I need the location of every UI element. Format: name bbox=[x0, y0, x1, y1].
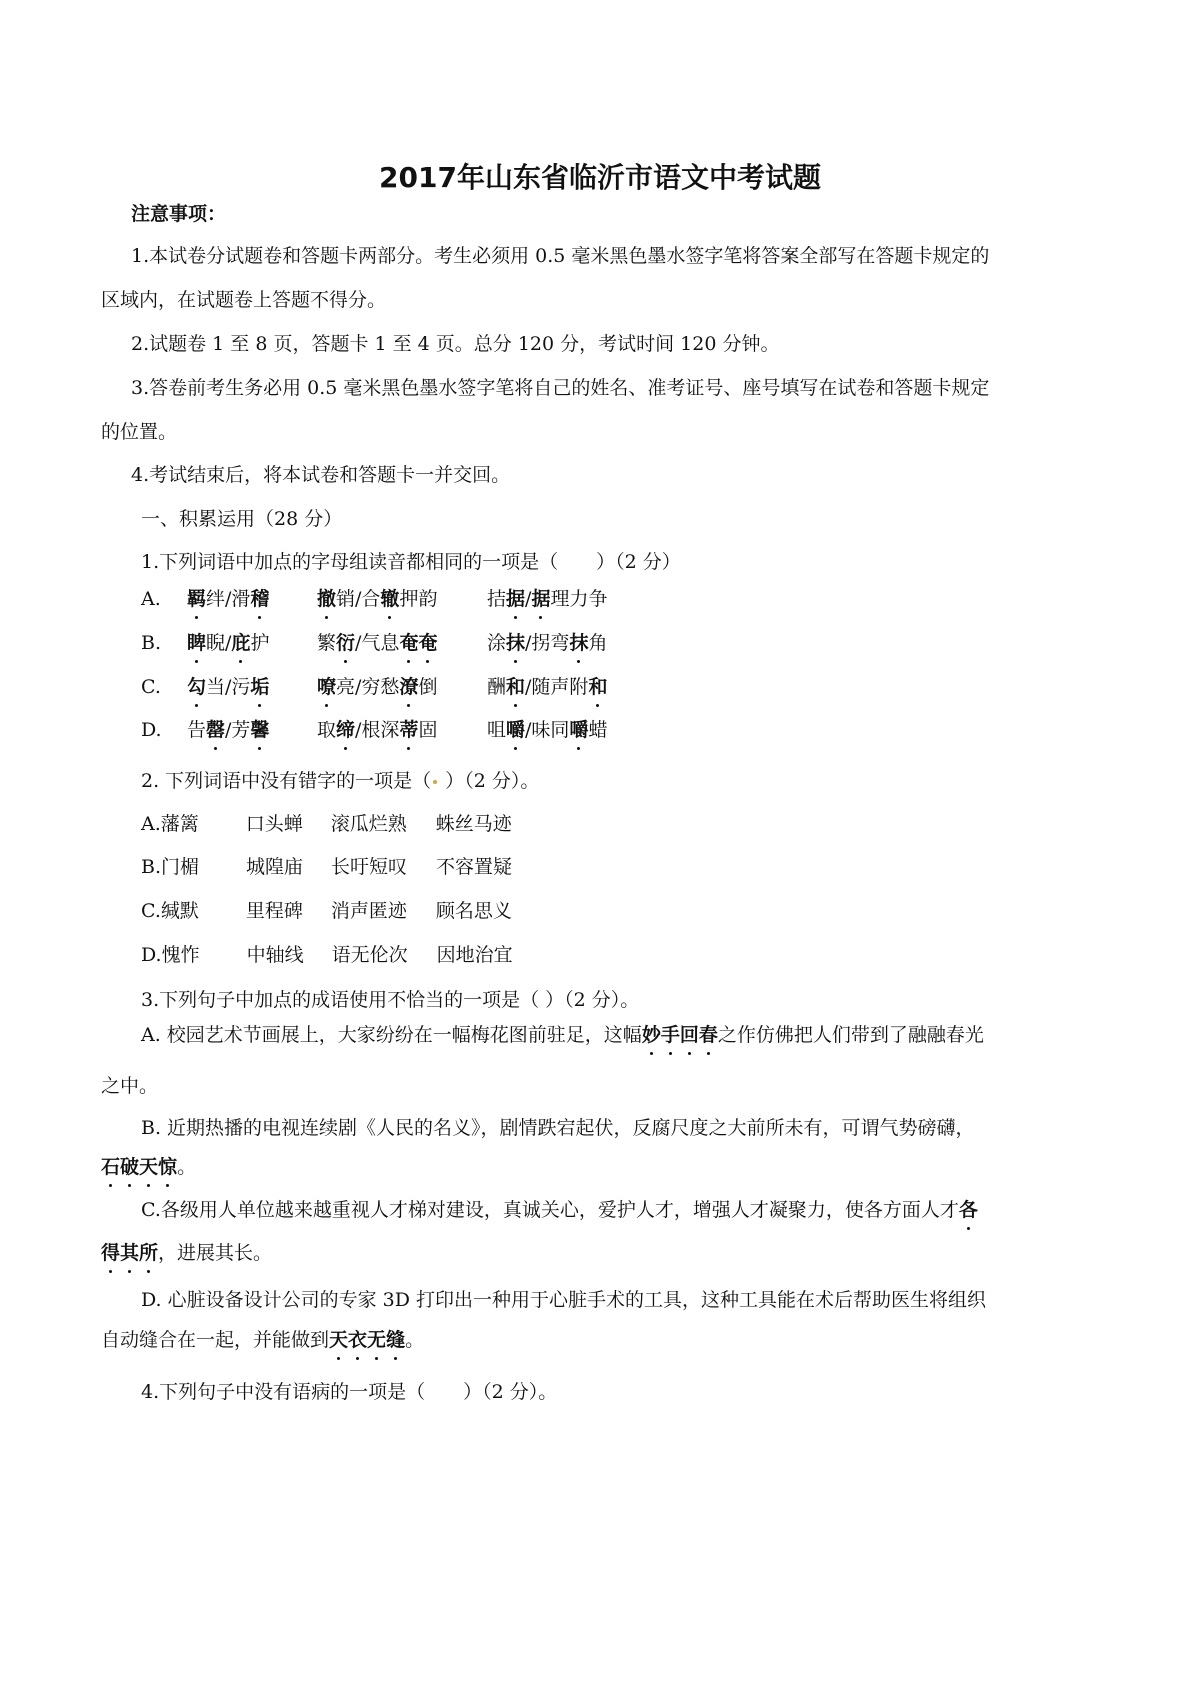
plain-text: 当/污 bbox=[206, 676, 251, 698]
plain-text: 咀 bbox=[487, 719, 507, 741]
plain-text: / bbox=[525, 588, 532, 610]
option-label: B. bbox=[141, 856, 162, 878]
plain-text: 告 bbox=[187, 719, 207, 741]
emphasized-char: 手 bbox=[661, 1021, 680, 1049]
q3-c-idiom-part1 bbox=[959, 1199, 978, 1221]
emphasized-char: 嚼 bbox=[506, 716, 525, 744]
notice-item-2: 2.试题卷 1 至 8 页，答题卡 1 至 4 页。总分 120 分，考试时间 120 分钟。 bbox=[131, 333, 780, 355]
word-item: 因地治宜 bbox=[436, 944, 513, 966]
word-group-1 bbox=[187, 629, 317, 657]
q3-option-c-line1 bbox=[141, 1196, 978, 1224]
plain-text: 繁 bbox=[317, 632, 337, 654]
ink-speck-mark bbox=[433, 780, 437, 784]
word-item: 里程碑 bbox=[245, 900, 303, 922]
emphasized-char: 据 bbox=[531, 585, 550, 613]
q2-stem-part1: 2. 下列词语中没有错字的一项是（ bbox=[141, 770, 432, 792]
emphasized-char: 天 bbox=[139, 1153, 158, 1181]
word-group-3 bbox=[487, 629, 657, 657]
q3-option-b-line2 bbox=[101, 1153, 196, 1181]
q3-option-d-line1: D. 心脏设备设计公司的专家 3D 打印出一种用于心脏手术的工具，这种工具能在术后帮助医生将组织 bbox=[141, 1289, 987, 1311]
option-label: C. bbox=[141, 900, 161, 922]
plain-text: 押韵 bbox=[399, 588, 438, 610]
emphasized-char: 衣 bbox=[348, 1326, 367, 1354]
q2-option-b bbox=[141, 853, 512, 881]
emphasized-char: 缔 bbox=[336, 716, 355, 744]
plain-text: 酬 bbox=[487, 676, 507, 698]
word-group-1 bbox=[187, 585, 317, 613]
q1-stem: 1.下列词语中加点的字母组读音都相同的一项是（ ）（2 分） bbox=[141, 551, 681, 573]
emphasized-char: 妙 bbox=[642, 1021, 661, 1049]
q1-option-b bbox=[141, 629, 657, 657]
q3-d-text: 自动缝合在一起，并能做到 bbox=[101, 1329, 330, 1351]
emphasized-char: 据 bbox=[506, 585, 525, 613]
emphasized-char: 其 bbox=[120, 1239, 139, 1267]
plain-text: 睨/ bbox=[206, 632, 232, 654]
word-item: 滚瓜烂熟 bbox=[330, 813, 407, 835]
emphasized-char: 睥 bbox=[187, 629, 206, 657]
word-group-2 bbox=[317, 585, 487, 613]
plain-text: 亮/穷愁 bbox=[336, 676, 400, 698]
emphasized-char: 垢 bbox=[250, 673, 269, 701]
emphasized-char: 勾 bbox=[187, 673, 206, 701]
emphasized-char: 和 bbox=[588, 673, 607, 701]
plain-text: 绊/滑 bbox=[206, 588, 251, 610]
plain-text: 护 bbox=[250, 632, 270, 654]
word-item: 城隍庙 bbox=[246, 856, 304, 878]
plain-text: 拮 bbox=[487, 588, 507, 610]
notice-heading: 注意事项： bbox=[131, 203, 227, 225]
q2-option-d bbox=[141, 941, 513, 969]
q2-option-a bbox=[141, 810, 512, 838]
q1-option-a bbox=[141, 585, 657, 613]
emphasized-char: 得 bbox=[101, 1239, 120, 1267]
emphasized-char: 衍 bbox=[336, 629, 355, 657]
word-item: 中轴线 bbox=[246, 944, 304, 966]
emphasized-char: 石 bbox=[101, 1153, 120, 1181]
plain-text: 固 bbox=[418, 719, 438, 741]
plain-text: 销/合 bbox=[336, 588, 381, 610]
plain-text: 蜡 bbox=[588, 719, 608, 741]
q3-option-d-line2 bbox=[101, 1326, 424, 1354]
emphasized-char: 天 bbox=[329, 1326, 348, 1354]
emphasized-char: 羁 bbox=[187, 585, 206, 613]
word-group-3 bbox=[487, 585, 657, 613]
emphasized-char: 蒂 bbox=[399, 716, 418, 744]
option-label: D. bbox=[141, 719, 162, 741]
q3-a-text-end: 之作仿佛把人们带到了融融春光 bbox=[717, 1024, 984, 1046]
option-label: A. bbox=[141, 588, 161, 610]
option-label: A. bbox=[141, 813, 161, 835]
word-group-1 bbox=[187, 716, 317, 744]
emphasized-char: 罄 bbox=[206, 716, 225, 744]
emphasized-char: 庇 bbox=[231, 629, 250, 657]
option-label: C. bbox=[141, 676, 161, 698]
word-group-3 bbox=[487, 673, 657, 701]
word-group-3 bbox=[487, 716, 657, 744]
emphasized-char: 无 bbox=[367, 1326, 386, 1354]
q3-option-a-line2: 之中。 bbox=[101, 1075, 159, 1097]
word-item: 不容置疑 bbox=[436, 856, 513, 878]
emphasized-char: 破 bbox=[120, 1153, 139, 1181]
q3-option-a-line1 bbox=[141, 1021, 984, 1049]
emphasized-char: 各 bbox=[959, 1196, 978, 1224]
notice-item-1: 1.本试卷分试题卷和答题卡两部分。考生必须用 0.5 毫米黑色墨水签字笔将答案全部写在答题卡规定的 bbox=[131, 245, 990, 267]
option-label: D. bbox=[141, 944, 162, 966]
emphasized-char: 春 bbox=[699, 1021, 718, 1049]
emphasized-char: 奄 bbox=[399, 629, 418, 657]
plain-text: 角 bbox=[588, 632, 608, 654]
plain-text: /拐弯 bbox=[525, 632, 570, 654]
q4-stem: 4.下列句子中没有语病的一项是（ ）（2 分）。 bbox=[141, 1381, 558, 1403]
q3-a-idiom bbox=[642, 1024, 718, 1046]
notice-item-3: 3.答卷前考生务必用 0.5 毫米黑色墨水签字笔将自己的姓名、准考证号、座号填写在试卷和答题卡规定 bbox=[131, 377, 990, 399]
word-item: 顾名思义 bbox=[435, 900, 512, 922]
q3-b-end: 。 bbox=[177, 1156, 197, 1178]
emphasized-char: 所 bbox=[139, 1239, 158, 1267]
q3-a-text: A. 校园艺术节画展上，大家纷纷在一幅梅花图前驻足，这幅 bbox=[141, 1024, 642, 1046]
emphasized-char: 惊 bbox=[158, 1153, 177, 1181]
plain-text: /气息 bbox=[355, 632, 400, 654]
page-title: 2017年山东省临沂市语文中考试题 bbox=[379, 161, 821, 194]
word-item: 门楣 bbox=[161, 856, 200, 878]
q3-c-text: C.各级用人单位越来越重视人才梯对建设，真诚关心，爱护人才，增强人才凝聚力，使各方面人才 bbox=[141, 1199, 959, 1221]
word-item: 长吁短叹 bbox=[331, 856, 408, 878]
notice-item-3-cont: 的位置。 bbox=[101, 421, 178, 443]
word-group-2 bbox=[317, 673, 487, 701]
q2-option-c bbox=[141, 897, 512, 925]
q2-stem bbox=[141, 767, 539, 795]
plain-text: /味同 bbox=[525, 719, 570, 741]
notice-item-4: 4.考试结束后，将本试卷和答题卡一并交回。 bbox=[131, 464, 511, 486]
emphasized-char: 稽 bbox=[250, 585, 269, 613]
q3-d-idiom bbox=[329, 1329, 405, 1351]
emphasized-char: 辙 bbox=[380, 585, 399, 613]
emphasized-char: 嚼 bbox=[569, 716, 588, 744]
plain-text: 理力争 bbox=[550, 588, 608, 610]
notice-item-1-cont: 区域内，在试题卷上答题不得分。 bbox=[101, 289, 387, 311]
q3-b-idiom bbox=[101, 1156, 177, 1178]
section-heading: 一、积累运用（28 分） bbox=[141, 508, 343, 530]
word-item: 口头蝉 bbox=[245, 813, 303, 835]
word-item: 缄默 bbox=[160, 900, 199, 922]
q1-option-c bbox=[141, 673, 657, 701]
emphasized-char: 馨 bbox=[250, 716, 269, 744]
q3-c-idiom-part2 bbox=[101, 1242, 158, 1264]
word-item: 藩篱 bbox=[160, 813, 199, 835]
emphasized-char: 嘹 bbox=[317, 673, 336, 701]
word-item: 语无伦次 bbox=[331, 944, 408, 966]
word-item: 愧怍 bbox=[161, 944, 200, 966]
q3-c-end: ，进展其长。 bbox=[158, 1242, 273, 1264]
plain-text: /根深 bbox=[355, 719, 400, 741]
emphasized-char: 奄 bbox=[418, 629, 437, 657]
plain-text: 倒 bbox=[418, 676, 438, 698]
q3-option-b-line1: B. 近期热播的电视连续剧《人民的名义》，剧情跌宕起伏，反腐尺度之大前所未有，可谓气势磅礴， bbox=[141, 1117, 975, 1139]
emphasized-char: 回 bbox=[680, 1021, 699, 1049]
plain-text: /芳 bbox=[225, 719, 251, 741]
q3-d-end: 。 bbox=[405, 1329, 425, 1351]
emphasized-char: 缝 bbox=[386, 1326, 405, 1354]
emphasized-char: 潦 bbox=[399, 673, 418, 701]
q3-option-c-line2 bbox=[101, 1239, 272, 1267]
emphasized-char: 抹 bbox=[506, 629, 525, 657]
emphasized-char: 和 bbox=[506, 673, 525, 701]
option-label: B. bbox=[141, 632, 162, 654]
word-item: 蛛丝马迹 bbox=[435, 813, 512, 835]
plain-text: 涂 bbox=[487, 632, 507, 654]
plain-text: 取 bbox=[317, 719, 337, 741]
word-group-2 bbox=[317, 629, 487, 657]
emphasized-char: 抹 bbox=[569, 629, 588, 657]
word-group-2 bbox=[317, 716, 487, 744]
word-item: 消声匿迹 bbox=[330, 900, 407, 922]
q3-stem: 3.下列句子中加点的成语使用不恰当的一项是（ ）（2 分）。 bbox=[141, 989, 640, 1011]
q1-option-d bbox=[141, 716, 657, 744]
word-group-1 bbox=[187, 673, 317, 701]
plain-text: /随声附 bbox=[525, 676, 589, 698]
q2-stem-part2: ）（2 分）。 bbox=[439, 770, 540, 792]
emphasized-char: 撤 bbox=[317, 585, 336, 613]
